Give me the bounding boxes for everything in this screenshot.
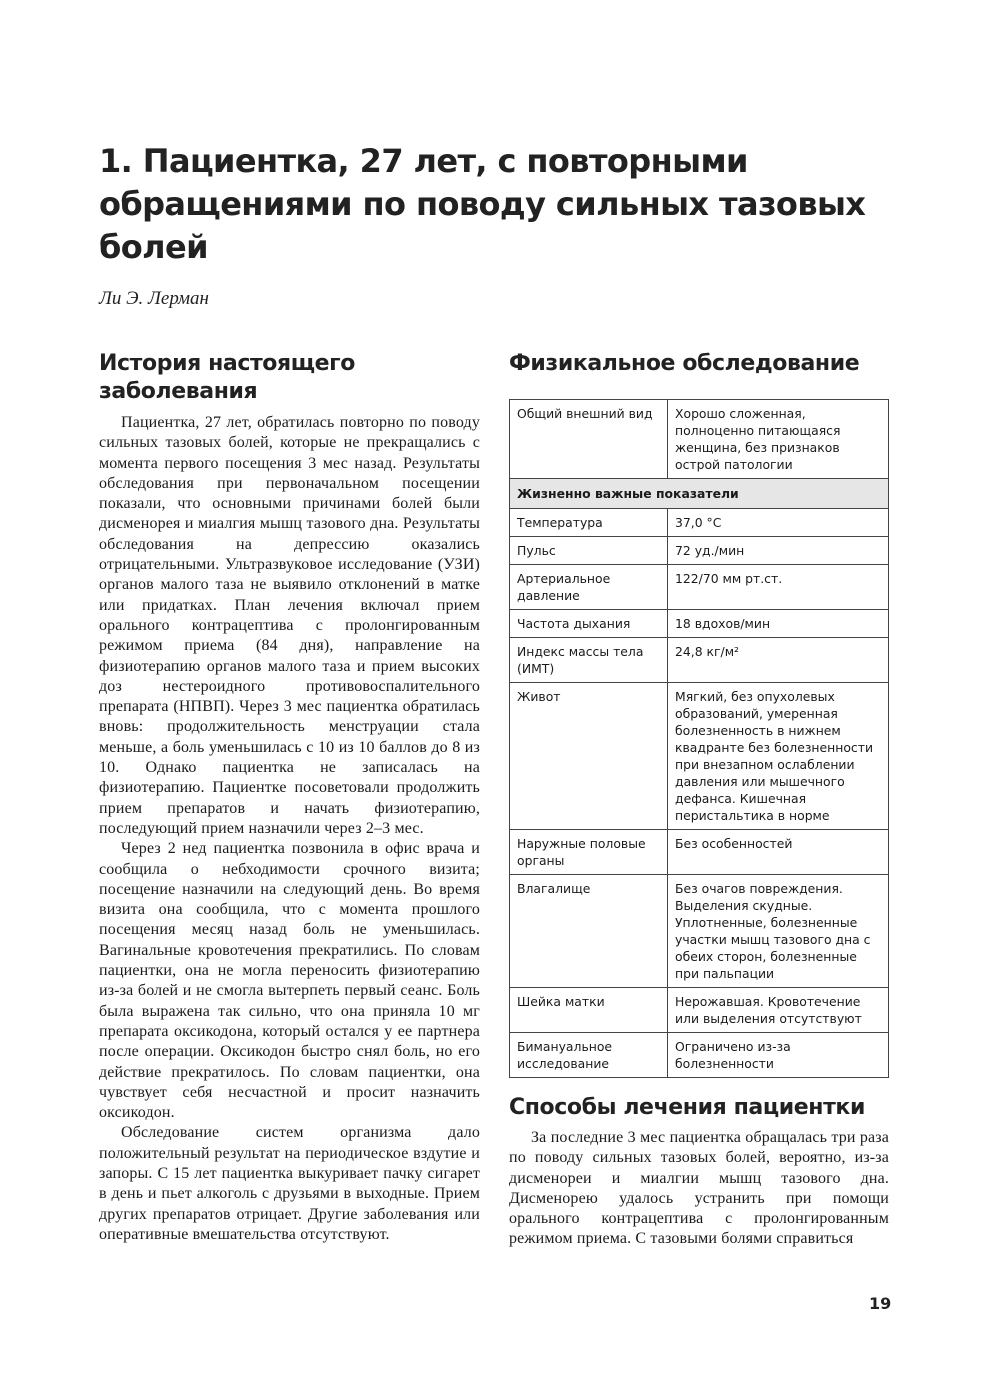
row-value: 122/70 мм рт.ст. [668,565,889,610]
right-column [509,350,889,1250]
row-value: 37,0 °С [668,509,889,537]
row-label: Пульс [510,537,668,565]
chapter-title: 1. Пациентка, 27 лет, с повторными обращениями по поводу сильных тазовых болей [99,142,866,266]
author-name: Ли Э. Лерман [99,288,209,309]
history-paragraph: Пациентка, 27 лет, обратилась повторно по поводу сильных тазовых болей, которые не прекращались с момента первого посещения 3 мес назад. Результаты обследования при первоначальном посещении показали, что основными причинами болей были дисменорея и миалгия мышц тазового дна. Результаты обследования на депрессию оказались отрицательными. Ультразвуковое исследование (УЗИ) органов малого таза не выявило отклонений в матке или придатках. План лечения включал прием орального контрацептива с пролонгированным режимом приема (84 дня), направление на физиотерапию органов малого таза и прием высоких доз нестероидного противовоспалительного препарата (НПВП). Через 3 мес пациентка обратилась вновь: продолжительность менструации стала меньше, а боль уменьшилась с 10 из 10 баллов до 8 из 10. Однако пациентка не записалась на физиотерапию. Пациентке посоветовали продолжить прием препаратов и начать физиотерапию, последующий прием назначили через 2–3 мес. [99,414,480,837]
row-label: Индекс массы тела (ИМТ) [510,638,668,683]
row-value: Хорошо сложенная, полноценно питающаяся женщина, без признаков острой патологии [668,400,889,479]
row-label: Частота дыхания [510,610,668,638]
table-row [510,537,889,565]
table-row [510,830,889,875]
row-value: 72 уд./мин [668,537,889,565]
row-value: Без очагов повреждения. Выделения скудные. Уплотненные, болезненные участки мышц тазового дна с обеих сторон, болезненные при пальпации [668,875,889,988]
table-row [510,638,889,683]
row-label: Шейка матки [510,988,668,1033]
table-row [510,610,889,638]
vitals-header: Жизненно важные показатели [510,479,889,509]
row-label: Живот [510,683,668,830]
history-paragraph: Через 2 нед пациентка позвонила в офис врача и сообщила о небходимости срочного визита; посещение назначили на следующий день. Во время визита она сообщила, что с момента прошлого посещения месяц назад боль не уменьшилась. Вагинальные кровотечения прекратились. По словам пациентки, она не могла переносить физиотерапию из-за болей и не смогла вытерпеть первый сеанс. Боль была выражена так сильно, что она приняла 10 мг препарата оксикодона, который остался у ее партнера после операции. Оксикодон быстро снял боль, но его действие прекратилось. По словам пациентки, она чувствует себя несчастной и просит назначить оксикодон. [99,840,480,1122]
row-label: Общий внешний вид [510,400,668,479]
exam-table [509,399,889,1078]
history-text [99,413,480,1245]
row-label: Наружные половые органы [510,830,668,875]
vitals-header-row [510,479,889,509]
row-value: Без особенностей [668,830,889,875]
table-row [510,875,889,988]
treatment-paragraph: За последние 3 мес пациентка обращалась три раза по поводу сильных тазовых болей, вероятно, из-за дисменореи и миалгии мышц тазового дна. Дисменорею удалось устранить при помощи орального контрацептива с пролонгированным режимом приема. С тазовыми болями справиться [509,1129,889,1248]
history-paragraph: Обследование систем организма дало положительный результат на периодическое вздутие и запоры. С 15 лет пациентка выкуривает пачку сигарет в день и пьет алкоголь с друзьями в выходные. Прием других препаратов отрицает. Другие заболевания или оперативные вмешательства отсутствуют. [99,1124,480,1243]
table-row [510,400,889,479]
table-row [510,988,889,1033]
table-row [510,565,889,610]
exam-heading: Физикальное обследование [509,351,860,376]
row-label: Влагалище [510,875,668,988]
row-value: Ограничено из-за болезненности [668,1033,889,1078]
row-value: 24,8 кг/м² [668,638,889,683]
treatment-heading: Способы лечения пациентки [509,1095,865,1120]
row-value: 18 вдохов/мин [668,610,889,638]
row-value: Нерожавшая. Кровотечение или выделения отсутствуют [668,988,889,1033]
table-row [510,509,889,537]
row-value: Мягкий, без опухолевых образований, умеренная болезненность в нижнем квадранте без болезненности при внезапном ослаблении давления или мышечного дефанса. Кишечная перистальтика в норме [668,683,889,830]
table-row [510,683,889,830]
page-number: 19 [869,1294,892,1313]
treatment-text [509,1128,889,1250]
table-row [510,1033,889,1078]
row-label: Бимануальное исследование [510,1033,668,1078]
row-label: Артериальное давление [510,565,668,610]
row-label: Температура [510,509,668,537]
left-column [99,350,480,1245]
history-heading: История настоящего заболевания [99,351,355,404]
